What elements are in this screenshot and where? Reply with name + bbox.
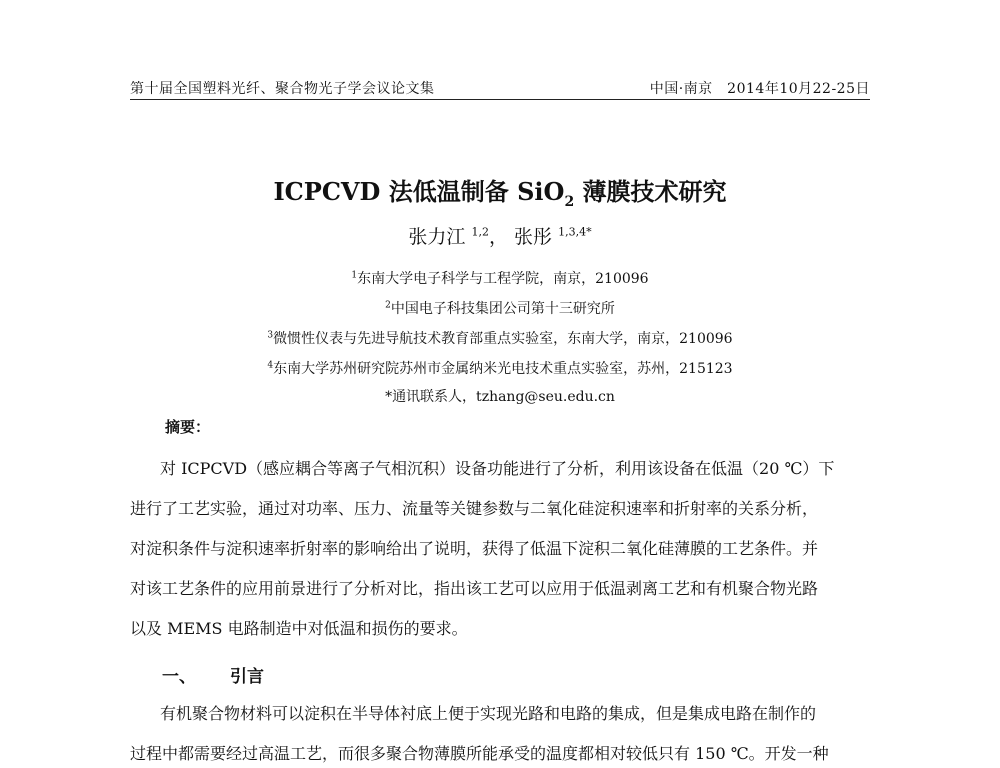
section-number: 一、 (162, 667, 196, 687)
author-1: 张力江 (408, 226, 466, 248)
abstract-line: 以及 MEMS 电路制造中对低温和损伤的要求。 (130, 619, 468, 638)
intro-line: 过程中都需要经过高温工艺，而很多聚合物薄膜所能承受的温度都相对较低只有 150 ℃。开发一种 (130, 744, 829, 763)
running-header (130, 78, 870, 100)
section-title: 引言 (230, 667, 264, 687)
author-line: 张力江 $^{1,2}$， 张彤 $^{1,3,4*}$ (408, 225, 592, 248)
affiliation-2: $^2$中国电子科技集团公司第十三研究所 (385, 300, 615, 317)
header-venue-date: 中国·南京 2014年10月22-25日 (649, 81, 870, 97)
intro-line: 有机聚合物材料可以淀积在半导体衬底上便于实现光路和电路的集成，但是集成电路在制作的 (160, 704, 817, 723)
abstract-line: 进行了工艺实验，通过对功率、压力、流量等关键参数与二氧化硅淀积速率和折射率的关系分析， (130, 499, 819, 518)
abstract-line: 对淀积条件与淀积速率折射率的影响给出了说明，获得了低温下淀积二氧化硅薄膜的工艺条件。并 (130, 539, 819, 558)
affiliation-1: $^1$东南大学电子科学与工程学院，南京，210096 (351, 270, 649, 287)
header-proceedings: 第十届全国塑料光纤、聚合物光子学会议论文集 (130, 81, 435, 97)
header-rule (130, 99, 870, 100)
author-2-affil: 1,3,4* (558, 225, 592, 239)
paper-title: ICPCVD 法低温制备 SiO$_2$ 薄膜技术研究 (273, 177, 727, 210)
abstract-line: 对该工艺条件的应用前景进行了分析对比，指出该工艺可以应用于低温剥离工艺和有机聚合物光路 (130, 579, 819, 598)
contact-line: *通讯联系人，tzhang@seu.edu.cn (385, 389, 615, 405)
author-2: 张彤 (514, 226, 553, 248)
section-heading-introduction (162, 662, 264, 687)
author-1-affil: 1,2 (471, 225, 489, 239)
abstract-line: 对 ICPCVD（感应耦合等离子气相沉积）设备功能进行了分析，利用该设备在低温（20 ℃）下 (160, 459, 835, 478)
affiliation-4: $^4$东南大学苏州研究院苏州市金属纳米光电技术重点实验室，苏州，215123 (267, 360, 733, 377)
abstract-heading: 摘要： (165, 418, 211, 436)
affiliation-3: $^3$微惯性仪表与先进导航技术教育部重点实验室，东南大学，南京，210096 (267, 330, 733, 347)
